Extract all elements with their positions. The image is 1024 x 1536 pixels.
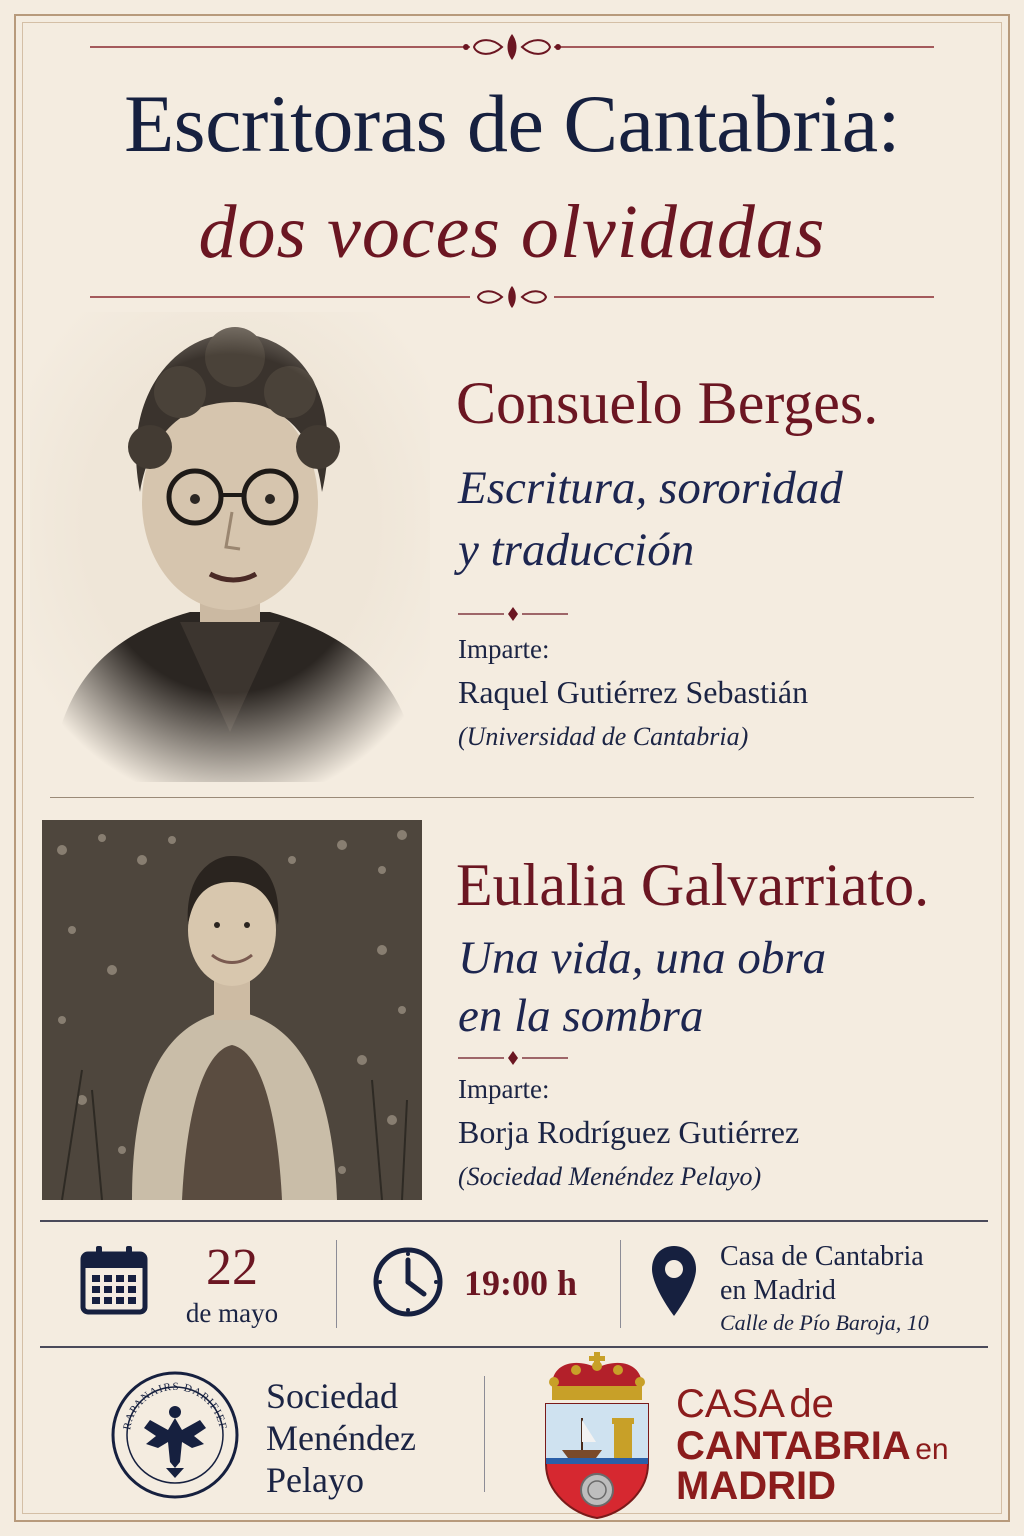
madrid-word: MADRID [676, 1464, 836, 1508]
venue-name-line: en Madrid [720, 1275, 836, 1306]
talk-title-line: Una vida, una obra [458, 932, 827, 984]
section-divider [50, 797, 974, 798]
cantabria-coat-of-arms [532, 1352, 662, 1525]
talk-title-line: Escritura, sororidad [458, 462, 843, 514]
info-bar-bottom-rule [40, 1346, 988, 1348]
info-bar-top-rule [40, 1220, 988, 1222]
talk-title-line: en la sombra [458, 990, 704, 1042]
cantabria-word: CANTABRIA [676, 1424, 911, 1468]
org-name-line: Menéndez [266, 1418, 416, 1458]
calendar-icon [80, 1244, 148, 1321]
divider-ornament [458, 606, 568, 622]
talk-title-line: y traducción [458, 524, 695, 576]
casa-word: CASA [676, 1382, 785, 1426]
divider-ornament [458, 1050, 568, 1066]
location-pin-icon [650, 1244, 698, 1323]
clock-icon [372, 1246, 444, 1323]
lecturer-name: Borja Rodríguez Gutiérrez [458, 1114, 800, 1150]
casa-en: en [915, 1433, 949, 1466]
lecturer-name: Raquel Gutiérrez Sebastián [458, 674, 809, 710]
sociedad-seal-logo [110, 1370, 240, 1505]
casa-de: de [789, 1382, 834, 1426]
imparte-label: Imparte: [458, 1074, 550, 1104]
speaker-name: Consuelo Berges. [456, 370, 879, 436]
portrait-consuelo-berges [30, 312, 430, 782]
venue-address: Calle de Pío Baroja, 10 [720, 1310, 929, 1335]
page-subtitle: dos voces olvidadas [198, 190, 826, 274]
top-ornament [90, 32, 934, 62]
event-month: de mayo [185, 1298, 279, 1328]
page-title: Escritoras de Cantabria: [124, 78, 900, 169]
venue-name-line: Casa de Cantabria [720, 1241, 924, 1272]
imparte-label: Imparte: [458, 634, 550, 664]
lecturer-affiliation: (Sociedad Menéndez Pelayo) [458, 1162, 762, 1191]
event-day: 22 [206, 1239, 258, 1296]
title-ornament [90, 282, 934, 312]
event-time: 19:00 h [464, 1263, 578, 1303]
seal-lettering: RAPANAIRS DARIFIEF [121, 1380, 229, 1431]
portrait-eulalia-galvarriato [42, 820, 422, 1200]
footer-separator [484, 1376, 485, 1492]
info-separator [620, 1240, 621, 1328]
org-name-line: Pelayo [266, 1460, 364, 1500]
lecturer-affiliation: (Universidad de Cantabria) [458, 722, 749, 751]
org-name-line: Sociedad [266, 1376, 398, 1416]
casa-cantabria-logo-line3 [676, 1466, 836, 1515]
speaker-name: Eulalia Galvarriato. [456, 852, 930, 918]
info-separator [336, 1240, 337, 1328]
